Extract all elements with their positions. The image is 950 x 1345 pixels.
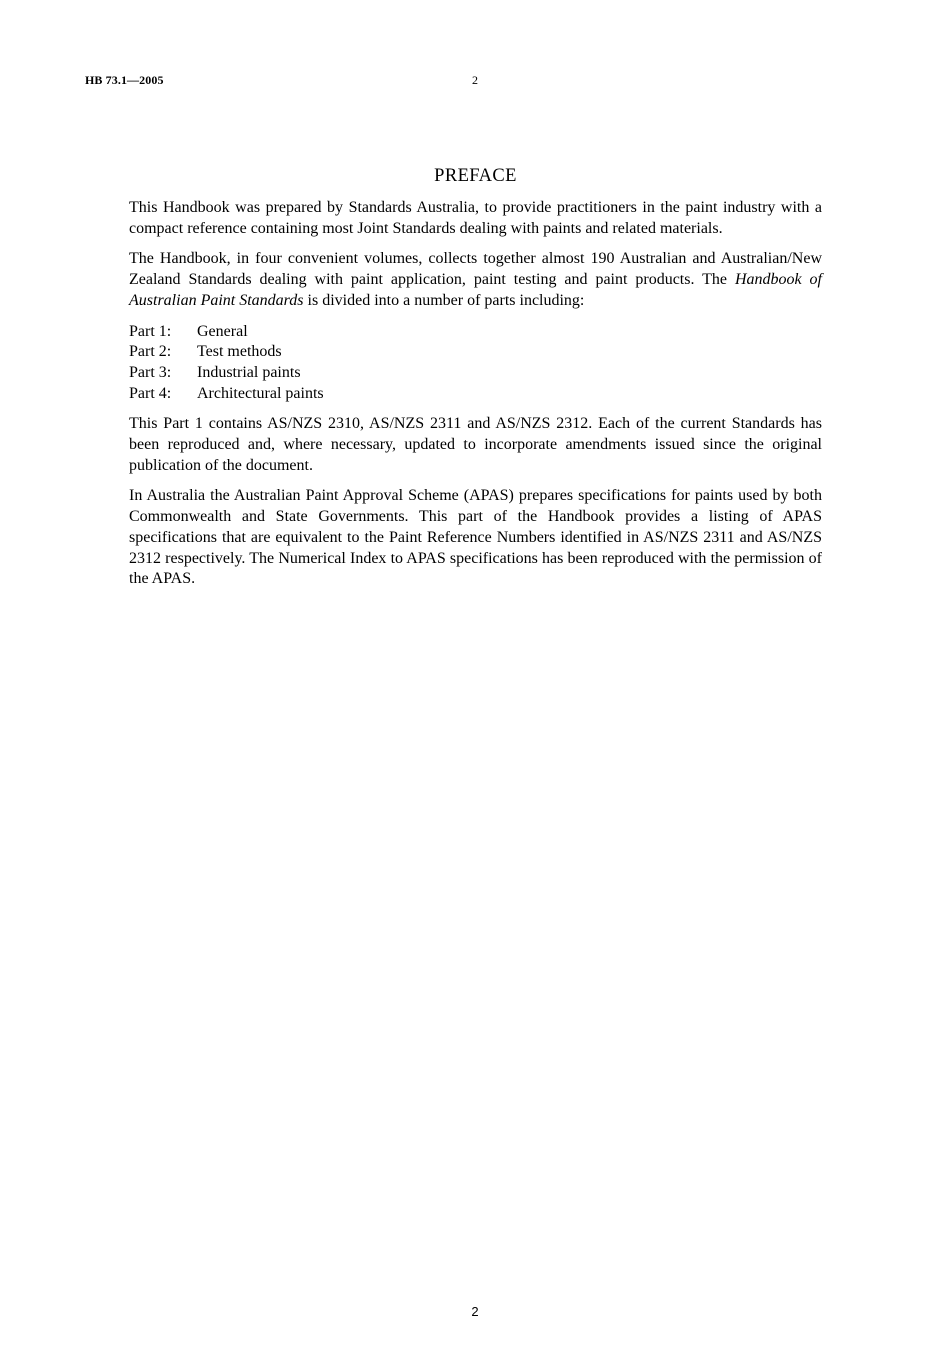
part-number: Part 3: <box>129 363 172 381</box>
header-page-number: 2 <box>472 73 478 87</box>
list-item <box>129 384 822 405</box>
list-item <box>129 363 822 384</box>
list-item <box>129 342 822 363</box>
part-number: Part 2: <box>129 343 172 361</box>
part-name: Test methods <box>197 343 282 361</box>
parts-list <box>129 322 822 405</box>
part-name: Industrial paints <box>197 363 301 381</box>
part-number: Part 1: <box>129 322 172 340</box>
part-name: Architectural paints <box>197 384 324 402</box>
paragraph-2-text-start: The Handbook, in four convenient volumes, collects together almost 190 Australian and Australian/New Zealand Standards dealing with paint application, paint testing and paint products. The <box>129 250 822 289</box>
list-item <box>129 322 822 343</box>
document-identifier: HB 73.1—2005 <box>85 73 164 87</box>
preface-paragraph-3: This Part 1 contains AS/NZS 2310, AS/NZS 2311 and AS/NZS 2312. Each of the current Standards has been reproduced and, where necessary, updated to incorporate amendments issued since the original publication of the document. <box>129 415 822 474</box>
part-name: General <box>197 322 248 340</box>
part-number: Part 4: <box>129 384 172 402</box>
footer-page-number: 2 <box>471 1304 479 1319</box>
preface-paragraph-2 <box>129 249 822 311</box>
paragraph-2-text-end: is divided into a number of parts including: <box>303 291 585 309</box>
preface-paragraph-1: This Handbook was prepared by Standards Australia, to provide practitioners in the paint industry with a compact reference containing most Joint Standards dealing with paints and related materials. <box>129 199 822 237</box>
handbook-title-italic: Handbook of Australian Paint Standards <box>129 271 822 309</box>
preface-title: PREFACE <box>434 166 517 186</box>
preface-paragraph-4: In Australia the Australian Paint Approval Scheme (APAS) prepares specifications for paints used by both Commonwealth and State Governments. This part of the Handbook provides a listing of APAS specifications that are equivalent to the Paint Reference Numbers identified in AS/NZS 2311 and AS/NZS 2312 respectively. The Numerical Index to APAS specifications has been reproduced with the permission of the APAS. <box>129 487 822 588</box>
preface-section <box>129 164 822 600</box>
